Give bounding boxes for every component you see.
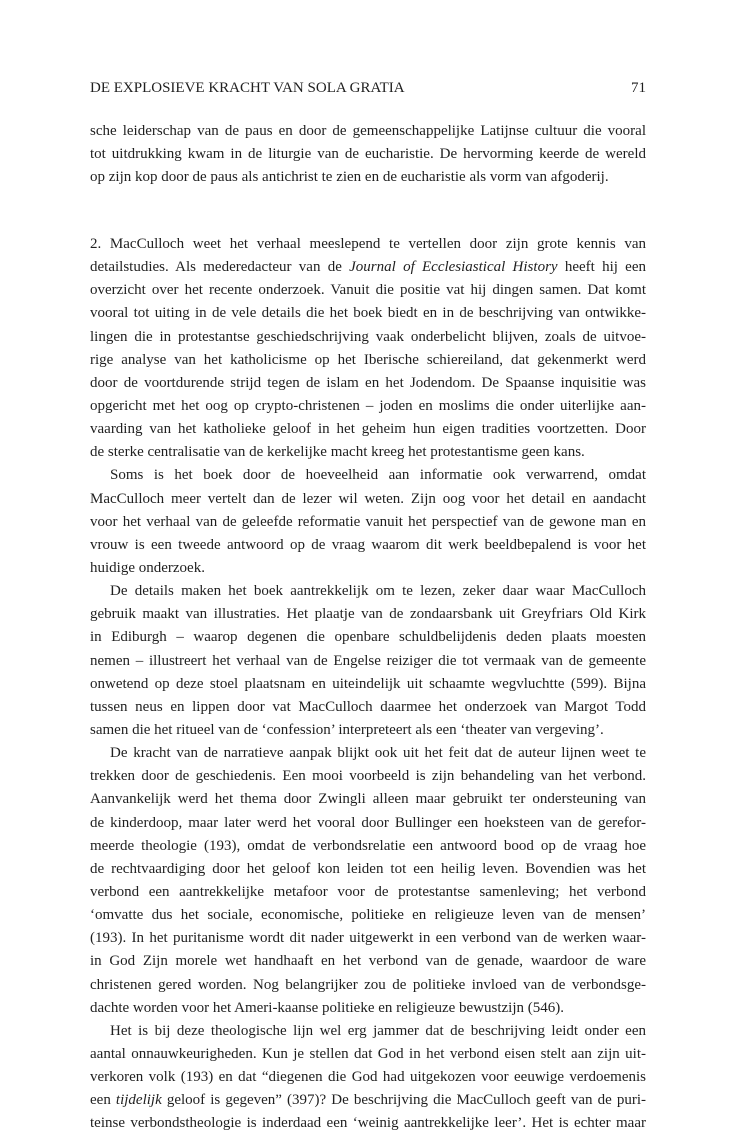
emphasis: tijdelijk: [115, 1092, 162, 1109]
text-line: Soms is het boek door de hoeveelheid aan informatie ook verwarrend, omdat: [110, 467, 646, 484]
text-line: 2. MacCulloch weet het verhaal meeslepend te vertellen door zijn grote kennis van: [90, 236, 646, 252]
text-line: vooral tot uiting in de vele details die het boek biedt en in de beschrijving van ontwikke-: [90, 305, 646, 322]
text-line: vaarding van het katholieke geloof in het geheim hun eigen tradities voortzetten. Door: [90, 421, 646, 438]
text-line: Het is bij deze theologische lijn wel erg jammer dat de beschrijving leidt onder een: [110, 1022, 646, 1039]
text-line: lingen die in protestantse geschiedschrijving vaak onderbelicht blijven, zoals de uitvoe-: [90, 328, 646, 345]
text-line: trekken door de geschiedenis. Een mooi voorbeeld is zijn behandeling van het verbond.: [90, 768, 646, 785]
text-line: tussen neus en lippen door vat MacCulloch daarmee het onderzoek van Margot Todd: [90, 698, 646, 715]
section-2: [90, 233, 646, 1135]
text-line: meerde theologie (193), omdat de verbondsrelatie een antwoord bood op de vraag hoe: [90, 837, 646, 854]
text-segment: geloof is gegeven” (397)? De beschrijving die MacCulloch geeft van de puri-: [161, 1092, 646, 1109]
text-line-with-emphasis: [90, 1089, 646, 1112]
text-line: voor het verhaal van de geleefde reformatie vanuit het perspectief van de gewone man en: [90, 513, 646, 530]
text-line: (193). In het puritanisme wordt dit nader uitgewerkt in een verbond van de werken waar-: [90, 930, 646, 947]
text-line: aantal onnauwkeurigheden. Kun je stellen dat God in het verbond eisen stelt aan zijn uit-: [90, 1045, 646, 1062]
text-segment: heeft hij een: [557, 259, 646, 276]
text-line: vrouw is een tweede antwoord op de vraag waarom dit werk beeldbepalend is voor het: [90, 536, 646, 553]
paragraph-intro: [90, 120, 646, 189]
text-line: rige analyse van het katholicisme op het Iberische schiereiland, dat gekenmerkt werd: [90, 351, 646, 368]
text-line: gebruik maakt van illustraties. Het plaatje van de zondaarsbank uit Greyfriars Old Kirk: [90, 606, 646, 623]
text-line: overzicht over het recente onderzoek. Vanuit die positie vat hij dingen samen. Dat komt: [90, 282, 646, 299]
text-line-with-journal-title: [90, 256, 646, 279]
text-line: De kracht van de narratieve aanpak blijkt ook uit het feit dat de auteur lijnen weet te: [110, 745, 646, 762]
text-line: ‘omvatte dus het sociale, economische, politieke en religieuze leven van de mensen’: [90, 907, 646, 924]
text-line: verkoren volk (193) en dat “diegenen die God had uitgekozen voor eeuwige verdoemenis: [90, 1069, 646, 1086]
text-line: verbond een aantrekkelijke metafoor voor de protestantse samenleving; het verbond: [90, 883, 646, 900]
running-header: [90, 78, 646, 98]
text-line: De details maken het boek aantrekkelijk om te lezen, zeker daar waar MacCulloch: [110, 583, 646, 600]
running-title: DE EXPLOSIEVE KRACHT VAN SOLA GRATIA: [90, 80, 405, 96]
journal-title: Journal of Ecclesiastical History: [349, 259, 558, 276]
page-number: 71: [631, 80, 646, 96]
text-line: de kinderdoop, maar later werd het vooral door Bullinger een hoeksteen van de gerefor-: [90, 814, 646, 831]
text-line: onwetend op deze stoel plaatsnam en uiteindelijk uit schaamte wegvluchtte (599). Bijna: [90, 675, 646, 692]
text-line: Aanvankelijk werd het thema door Zwingli alleen maar gebruikt ter ondersteuning van: [90, 791, 646, 808]
text-segment: een: [90, 1092, 116, 1109]
text-line: opgericht met het oog op crypto-christenen – joden en moslims die onder uiterlijke aan-: [90, 397, 646, 414]
text-line: in Ediburgh – waarop degenen die openbare schuldbelijdenis deden plaats moesten: [90, 629, 646, 646]
text-line: in God Zijn morele wet handhaaft en het verbond van de genade, waardoor de ware: [90, 953, 646, 970]
text-line: dachte worden voor het Ameri-kaanse politieke en religieuze bewustzijn (546).: [90, 999, 564, 1016]
text-line: tot uitdrukking kwam in de liturgie van de eucharistie. De hervorming keerde de wereld: [90, 146, 646, 163]
text-line: huidige onderzoek.: [90, 559, 205, 576]
text-segment: detailstudies. Als mederedacteur van de: [90, 259, 350, 276]
text-line: de sterke centralisatie van de kerkelijke macht kreeg het protestantisme geen kans.: [90, 444, 585, 461]
text-line: sche leiderschap van de paus en door de gemeenschappelijke Latijnse cultuur die vooral: [90, 123, 646, 139]
text-line: samen die het ritueel van de ‘confession’ interpreteert als een ‘theater van vergeving’.: [90, 721, 604, 738]
text-line: door de voortdurende strijd tegen de islam en het Jodendom. De Spaanse inquisitie was: [90, 374, 646, 391]
text-line: nemen – illustreert het verhaal van de Engelse reiziger die tot vermaak van de gemeente: [90, 652, 646, 669]
text-line: christenen gered worden. Nog belangrijker zou de politieke invloed van de verbondsge-: [90, 976, 646, 993]
text-line: de rechtvaardiging door het geloof kon leiden tot een heilig leven. Bovendien was het: [90, 860, 646, 877]
text-line: MacCulloch meer vertelt dan de lezer wil weten. Zijn oog voor het detail en aandacht: [90, 490, 646, 507]
text-line: teinse verbondstheologie is inderdaad een ‘weinig aantrekkelijke leer’. Het is echter maar: [90, 1115, 646, 1132]
text-line: op zijn kop door de paus als antichrist te zien en de eucharistie als vorm van afgoderij.: [90, 169, 609, 186]
